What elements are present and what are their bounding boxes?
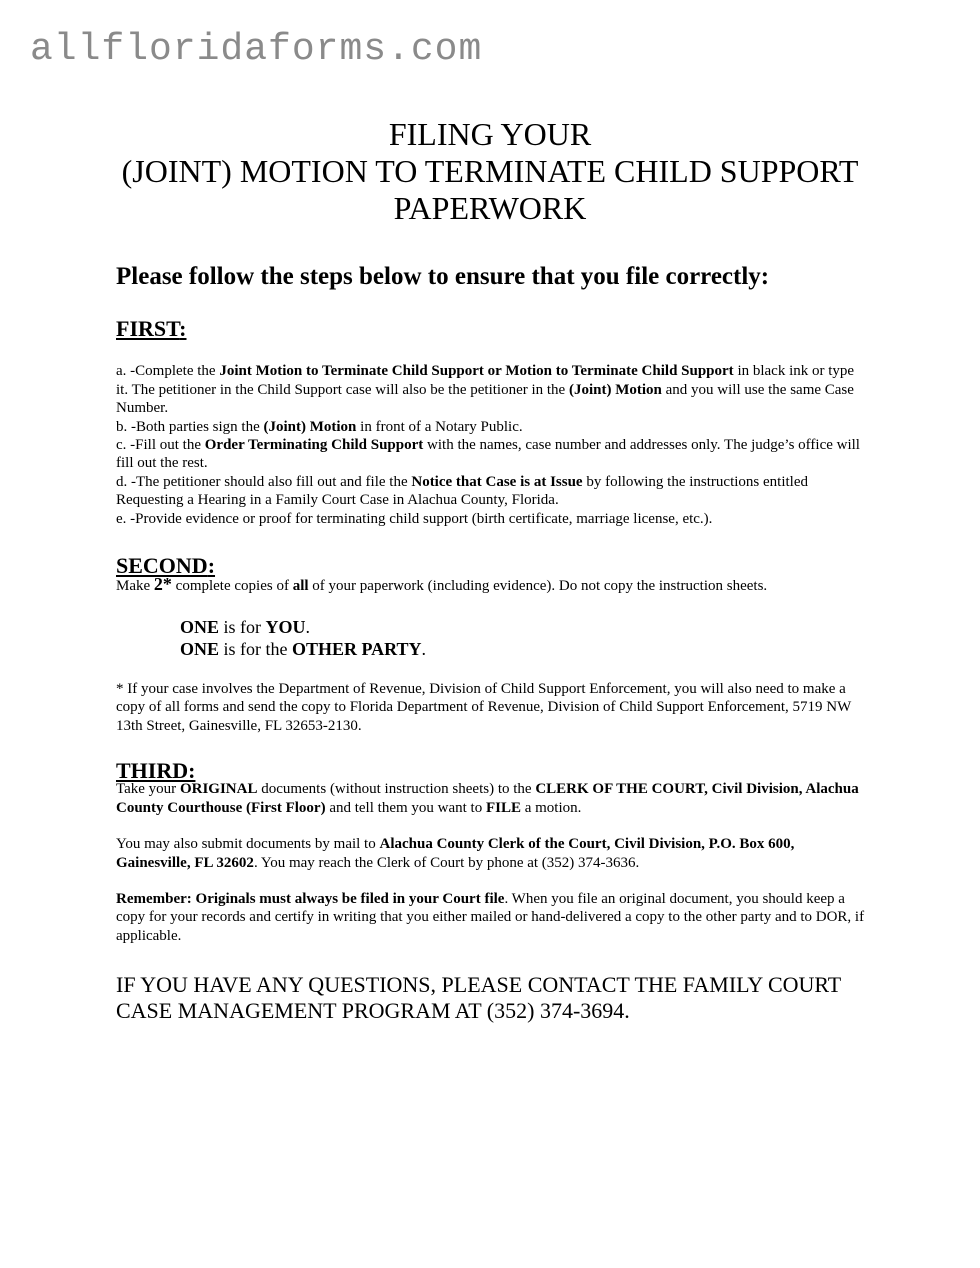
second-section <box>116 553 866 735</box>
third-label: THIRD: <box>116 758 196 783</box>
dor-note: * If your case involves the Department of Revenue, Division of Child Support Enforcement, you will also need to make a copy of all forms and send the copy to Florida Department of Revenue, Division of Child Support Enforcement, 5719 NW 13th Street, Gainesville, FL 32653-2130. <box>116 680 851 734</box>
copy-for-other-party: ONE is for the OTHER PARTY. <box>180 638 427 659</box>
title-line-2: (JOINT) MOTION TO TERMINATE CHILD SUPPORT <box>121 153 859 189</box>
site-watermark: allfloridaforms.com <box>30 28 483 71</box>
copy-for-you: ONE is for YOU. <box>180 616 311 637</box>
title-line-1: FILING YOUR <box>388 116 592 152</box>
title-line-3: PAPERWORK <box>393 190 587 226</box>
step-a: a. -Complete the Joint Motion to Terminate Child Support or Motion to Terminate Child Support in black ink or type it. The petitioner in the Child Support case will also be the petitioner in the (Joint) Motion and you will use the same Case Number. <box>116 363 855 417</box>
page-title <box>0 116 980 227</box>
originals-reminder: Remember: Originals must always be filed in your Court file. When you file an original document, you should keep a copy for your records and certify in writing that you either mailed or hand-delivered a copy to the other party and to DOR, if applicable. <box>116 891 865 944</box>
filing-instruction: Take your ORIGINAL documents (without instruction sheets) to the CLERK OF THE COURT, Civil Division, Alachua County Courthouse (First Floor) and tell them you want to FILE a motion. <box>116 781 859 816</box>
first-section <box>116 316 866 528</box>
step-e: e. -Provide evidence or proof for terminating child support (birth certificate, marriage license, etc.). <box>116 510 713 527</box>
second-label: SECOND: <box>116 553 216 578</box>
contact-notice: IF YOU HAVE ANY QUESTIONS, PLEASE CONTACT THE FAMILY COURT CASE MANAGEMENT PROGRAM AT (352) 374-3694. <box>116 972 841 1023</box>
instructions-subheading: Please follow the steps below to ensure that you file correctly: <box>116 263 770 290</box>
step-c: c. -Fill out the Order Terminating Child Support with the names, case number and addresses only. The judge’s office will fill out the rest. <box>116 437 860 472</box>
copies-instruction: Make 2* complete copies of all of your paperwork (including evidence). Do not copy the instruction sheets. <box>116 574 768 595</box>
third-section <box>116 758 866 945</box>
mail-instruction: You may also submit documents by mail to Alachua County Clerk of the Court, Civil Division, P.O. Box 600, Gainesville, FL 32602. You may reach the Clerk of Court by phone at (352) 374-3636. <box>116 836 795 871</box>
first-label: FIRST: <box>116 316 187 341</box>
step-b: b. -Both parties sign the (Joint) Motion in front of a Notary Public. <box>116 418 523 435</box>
step-d: d. -The petitioner should also fill out and file the Notice that Case is at Issue by following the instructions entitled Requesting a Hearing in a Family Court Case in Alachua County, Florida. <box>116 473 808 509</box>
